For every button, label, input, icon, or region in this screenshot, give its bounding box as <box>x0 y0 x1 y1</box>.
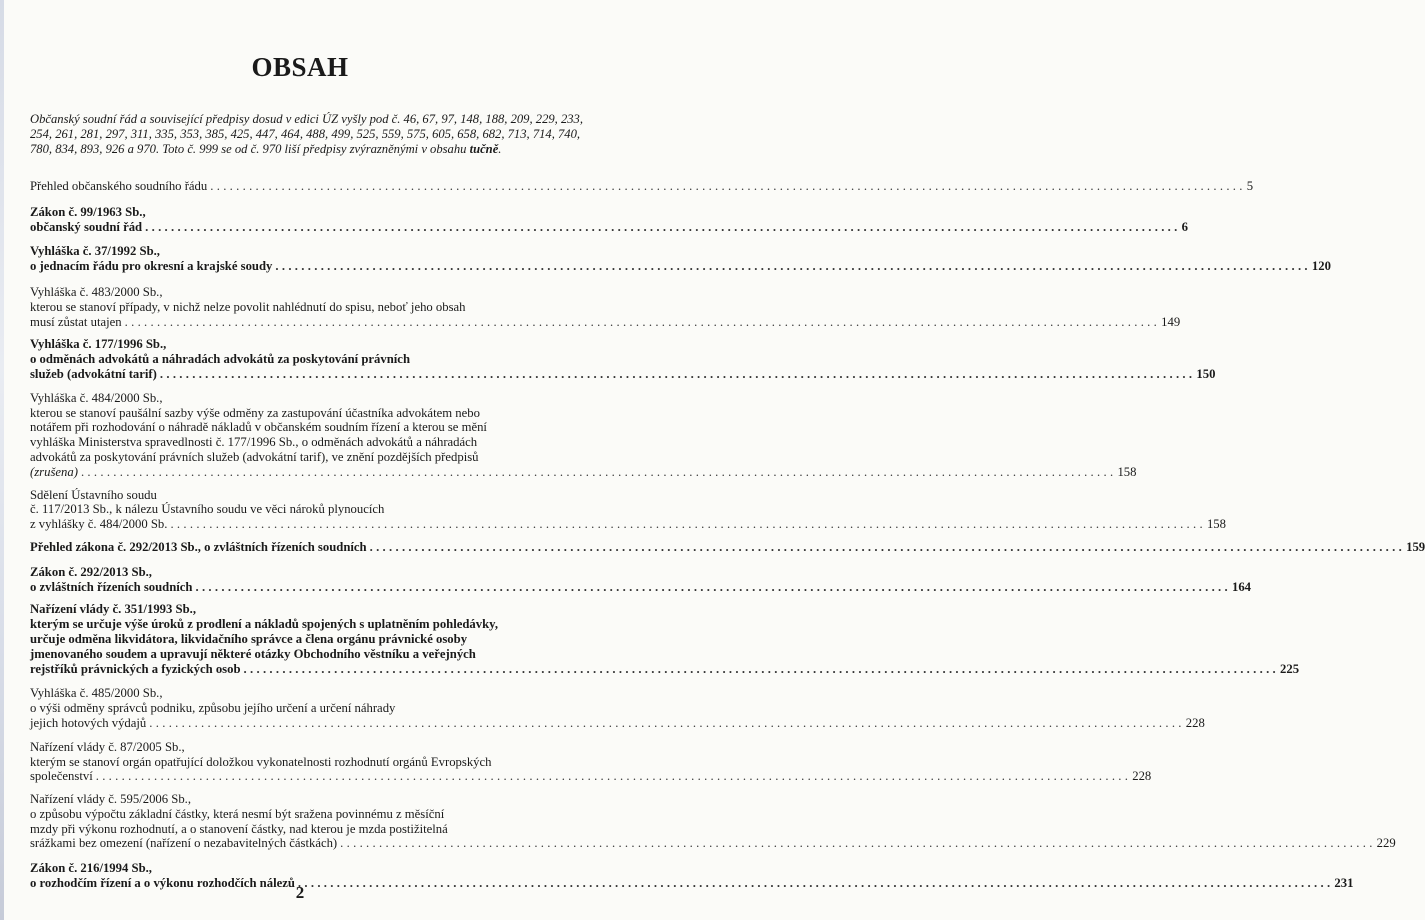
toc-entry-line: Zákon č. 216/1994 Sb., <box>30 861 152 876</box>
dot-leader: ................................................................................................................................................................ <box>159 366 1196 381</box>
toc-page-number: 228 <box>1185 715 1205 730</box>
toc-entry-final-line <box>30 579 1252 595</box>
toc-entry-line: srážkami bez omezení (nařízení o nezabavitelných částkách) <box>30 836 338 851</box>
toc-entry-line: rejstříků právnických a fyzických osob <box>30 661 241 676</box>
toc-entry-final-line <box>30 366 1216 382</box>
toc-entry-line: Nařízení vlády č. 87/2005 Sb., <box>30 739 185 754</box>
page-edge <box>0 0 4 920</box>
toc-entry <box>30 686 1205 730</box>
intro-text: Občanský soudní řád a související předpisy dosud v edici ÚZ vyšly pod č. 46, 67, 97, 148, 188, 209, 229, 233, 254, 261, 281, 297, 311, 335, 353, 385, 425, 447, 464, 488, 499, 525, 559, 575, 605, 658, 682, 713, 714, 740, 780, 834, 893, 926 a 970. Toto č. 999 se od č. 970 liší předpisy zvýrazněnými v obsahu tučně. <box>30 112 584 156</box>
toc-entry-line: mzdy při výkonu rozhodnutí, a o stanovení částky, nad kterou je mzda postižitelná <box>30 821 448 836</box>
toc-entry-final-line <box>30 661 1300 677</box>
toc-entry <box>30 564 1252 595</box>
toc-entry-line: Přehled občanského soudního řádu <box>30 179 208 193</box>
toc-entry-line: Vyhláška č. 177/1996 Sb., <box>30 337 167 352</box>
toc-entry <box>30 337 1216 381</box>
toc-page-number: 6 <box>1181 219 1188 234</box>
toc-entry-line: (zrušena) <box>30 464 78 479</box>
toc-page-number: 120 <box>1311 259 1331 274</box>
toc-page-number: 149 <box>1161 314 1181 329</box>
toc-entry <box>30 792 1396 851</box>
toc-page-number: 225 <box>1280 661 1300 676</box>
toc-page-number: 158 <box>1117 464 1137 479</box>
toc-entry-line: o výši odměny správců podniku, způsobu jejího určení a určení náhrady <box>30 701 396 716</box>
page-number: 2 <box>295 883 305 902</box>
toc-entry-line: Sdělení Ústavního soudu <box>30 487 157 502</box>
toc-page-number: 150 <box>1196 366 1216 381</box>
toc-entry <box>30 179 1254 194</box>
toc-entry-line: služeb (advokátní tarif) <box>30 366 157 381</box>
toc-entry-line: o způsobu výpočtu základní částky, která nesmí být sražena povinnému z měsíční <box>30 806 445 821</box>
toc-entry-line: Zákon č. 292/2013 Sb., <box>30 564 152 579</box>
toc-entry-line: jejich hotových výdajů <box>30 715 147 730</box>
toc-page-number: 228 <box>1132 769 1152 784</box>
dot-leader: ................................................................................................................................................................ <box>145 219 1181 234</box>
toc-entry <box>30 487 1226 532</box>
toc-entry-final-line <box>30 715 1205 731</box>
toc-entry-line: Nařízení vlády č. 595/2006 Sb., <box>30 792 192 807</box>
toc-entry-line: Přehled zákona č. 292/2013 Sb., o zvláštních řízeních soudních <box>30 539 367 554</box>
dot-leader: ................................................................................................................................................................ <box>275 259 1311 274</box>
toc-entry <box>30 204 1188 235</box>
toc-entry <box>30 284 1181 329</box>
toc-entry-line: společenství <box>30 769 93 784</box>
toc-entry-line: Zákon č. 99/1963 Sb., <box>30 204 146 219</box>
dot-leader: ................................................................................................................................................................ <box>243 661 1280 676</box>
dot-leader: ................................................................................................................................................................ <box>340 836 1376 851</box>
toc-entry-final-line <box>30 259 1331 274</box>
toc-entry-line: o rozhodčím řízení a o výkonu rozhodčích nálezů <box>30 876 295 891</box>
toc-entry <box>30 390 1137 480</box>
toc-entry-line: Nařízení vlády č. 351/1993 Sb., <box>30 602 196 617</box>
toc-entry-line: Vyhláška č. 483/2000 Sb., <box>30 284 163 299</box>
dot-leader: ................................................................................................................................................................ <box>80 464 1117 479</box>
dot-leader: ................................................................................................................................................................ <box>95 769 1132 784</box>
toc-entry-line: určuje odměna likvidátora, likvidačního správce a člena orgánu právnické osoby <box>30 631 468 646</box>
toc-entry-line: o odměnách advokátů a náhradách advokátů za poskytování právních <box>30 352 410 367</box>
toc-entry-line: vyhláška Ministerstva spravedlnosti č. 177/1996 Sb., o odměnách advokátů a náhradách <box>30 435 478 450</box>
toc-entry-line: musí zůstat utajen <box>30 314 122 329</box>
toc-entry-line: notářem při rozhodování o náhradě nákladů v občanském soudním řízení a kterou se mění <box>30 420 487 435</box>
toc-page-number: 231 <box>1334 876 1354 891</box>
toc-entry-final-line <box>30 539 1425 555</box>
toc-entry-final-line <box>30 219 1188 235</box>
toc-entry <box>30 739 1152 784</box>
toc-entry-final-line <box>30 314 1181 330</box>
toc-entry-final-line <box>30 464 1137 480</box>
toc-entry-line: o jednacím řádu pro okresní a krajské soudy <box>30 259 273 274</box>
page-title: OBSAH <box>251 52 349 82</box>
toc-entry-line: kterou se stanoví paušální sazby výše odměny za zastupování účastníka advokátem nebo <box>30 405 480 420</box>
dot-leader: ................................................................................................................................................................ <box>124 314 1161 329</box>
toc-entry-line: Vyhláška č. 484/2000 Sb., <box>30 390 163 405</box>
toc-entry <box>30 244 1331 274</box>
table-of-contents <box>30 179 1425 891</box>
toc-entry-line: z vyhlášky č. 484/2000 Sb. <box>30 517 168 532</box>
toc-page-number: 5 <box>1246 179 1254 193</box>
toc-entry-final-line <box>30 517 1226 532</box>
toc-entry-line: Vyhláška č. 485/2000 Sb., <box>30 686 163 701</box>
toc-page-number: 159 <box>1406 539 1425 554</box>
toc-entry-line: kterým se určuje výše úroků z prodlení a nákladů spojených s uplatněním pohledávky, <box>30 617 498 632</box>
dot-leader: ................................................................................................................................................................ <box>369 539 1406 554</box>
dot-leader: ................................................................................................................................................................ <box>210 179 1246 193</box>
toc-page-number: 164 <box>1231 579 1252 594</box>
intro-paragraph <box>30 112 585 157</box>
toc-entry-line: o zvláštních řízeních soudních <box>30 579 193 594</box>
dot-leader: ................................................................................................................................................................ <box>149 715 1185 730</box>
toc-entry-line: jmenovaného soudem a upravují některé otázky Obchodního věstníku a veřejných <box>30 646 476 661</box>
dot-leader: ................................................................................................................................................................ <box>170 517 1206 532</box>
toc-entry-line: č. 117/2013 Sb., k nálezu Ústavního soudu ve věci nároků plynoucích <box>30 502 385 517</box>
toc-entry <box>30 602 1300 676</box>
toc-entry-final-line <box>30 179 1254 194</box>
toc-entry-final-line <box>30 836 1396 851</box>
dot-leader: ................................................................................................................................................................ <box>297 876 1334 891</box>
toc-entry-line: kterým se stanoví orgán opatřující doložkou vykonatelnosti rozhodnutí orgánů Evropských <box>30 754 492 769</box>
toc-entry-line: občanský soudní řád <box>30 219 143 234</box>
toc-entry-line: Vyhláška č. 37/1992 Sb., <box>30 244 160 259</box>
dot-leader: ................................................................................................................................................................ <box>195 579 1231 594</box>
toc-entry <box>30 539 1425 555</box>
toc-entry-final-line <box>30 769 1152 784</box>
toc-entry-line: advokátů za poskytování právních služeb (advokátní tarif), ve znění pozdějších předpisů <box>30 449 479 464</box>
toc-page-number: 229 <box>1376 836 1396 851</box>
toc-page-number: 158 <box>1206 517 1226 532</box>
toc-entry-line: kterou se stanoví případy, v nichž nelze povolit nahlédnutí do spisu, neboť jeho obsah <box>30 299 466 314</box>
